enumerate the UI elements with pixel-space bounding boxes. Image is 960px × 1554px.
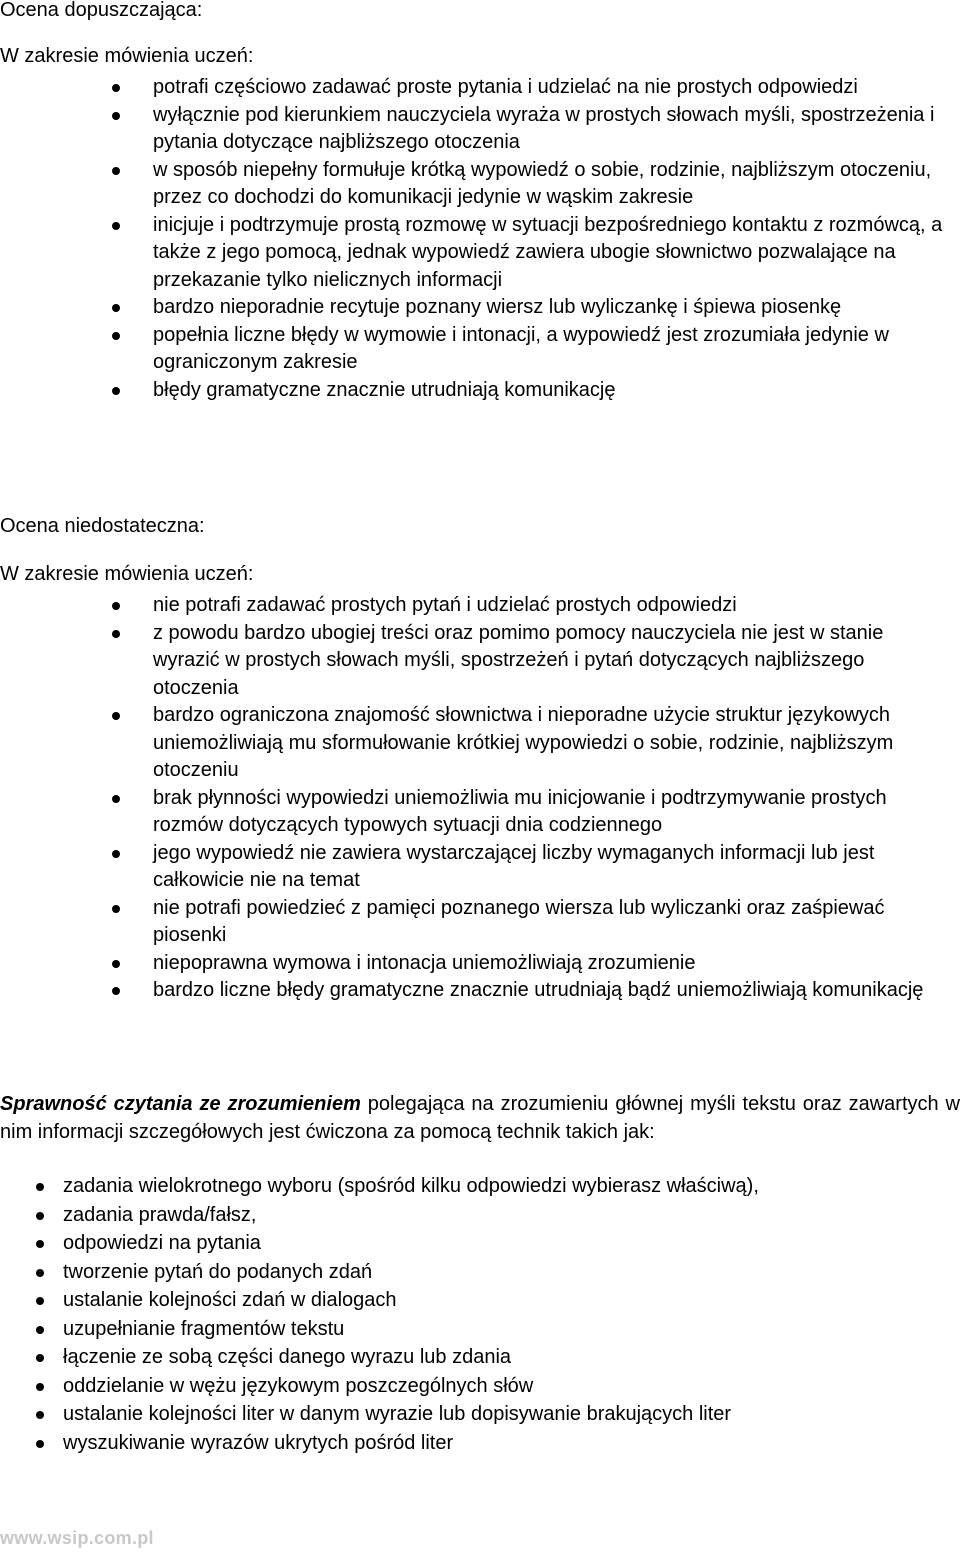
list-item-text: błędy gramatyczne znacznie utrudniają komunikację — [153, 378, 616, 401]
list-item — [0, 620, 948, 703]
list-item-text: wyszukiwanie wyrazów ukrytych pośród liter — [63, 1431, 454, 1454]
bullet-icon — [112, 167, 120, 175]
list-item — [0, 840, 948, 895]
list-item-text: tworzenie pytań do podanych zdań — [63, 1260, 373, 1283]
section-heading: Ocena niedostateczna: — [0, 515, 205, 537]
section-paragraph — [0, 1091, 960, 1146]
bullet-icon — [112, 712, 120, 720]
bullet-icon — [36, 1212, 44, 1220]
list-item-text: bardzo ograniczona znajomość słownictwa i nieporadne użycie struktur językowych uniemożliwiają mu sformułowanie krótkiej wypowiedzi o sobie, rodzinie, najbliższym otoczeniu — [153, 704, 894, 781]
bullet-icon — [112, 332, 120, 340]
list-item-text: ustalanie kolejności zdań w dialogach — [63, 1289, 397, 1311]
bullet-icon — [36, 1383, 44, 1391]
bullet-icon — [112, 960, 120, 968]
list-item — [0, 157, 948, 212]
bullet-icon — [36, 1326, 44, 1334]
list-item — [0, 212, 948, 295]
list-item — [0, 1287, 960, 1316]
list-item-text: odpowiedzi na pytania — [63, 1232, 261, 1254]
list-item — [0, 1202, 960, 1231]
list-item-text: wyłącznie pod kierunkiem nauczyciela wyraża w prostych słowach myśli, spostrzeżenia i pytania dotyczące najbliższego otoczenia — [153, 103, 935, 153]
bullet-icon — [112, 987, 120, 995]
list-item-text: bardzo liczne błędy gramatyczne znacznie utrudniają bądź uniemożliwiają komunikację — [153, 979, 924, 1001]
list-item — [0, 294, 948, 322]
list-item — [0, 1430, 960, 1459]
list-item — [0, 1401, 960, 1430]
list-item — [0, 895, 948, 950]
bullet-icon — [112, 222, 120, 230]
list-item-text: w sposób niepełny formułuje krótką wypowiedź o sobie, rodzinie, najbliższym otoczeniu, przez co dochodzi do komunikacji jedynie w wąskim zakresie — [153, 158, 932, 208]
list-item — [0, 322, 948, 377]
bullet-icon — [112, 387, 120, 395]
list-item — [0, 1316, 960, 1345]
list-item-text: niepoprawna wymowa i intonacja uniemożliwiają zrozumienie — [153, 951, 696, 974]
bullet-list — [0, 1173, 960, 1458]
bullet-icon — [112, 112, 120, 120]
bullet-icon — [112, 304, 120, 312]
bullet-icon — [36, 1240, 44, 1248]
bullet-icon — [112, 630, 120, 638]
section-sprawnosc-czytania — [0, 1091, 960, 1458]
list-item-text: z powodu bardzo ubogiej treści oraz pomimo pomocy nauczyciela nie jest w stanie wyrazić w prostych słowach myśli, spostrzeżeń i pytań dotyczących najbliższego otoczenia — [153, 621, 884, 699]
section-intro: W zakresie mówienia uczeń: — [0, 44, 254, 67]
bullet-icon — [112, 84, 120, 92]
list-item-text: brak płynności wypowiedzi uniemożliwia mu inicjowanie i podtrzymywanie prostych rozmów dotyczących typowych sytuacji dnia codziennego — [153, 786, 887, 836]
bullet-icon — [36, 1440, 44, 1448]
list-item-text: nie potrafi zadawać prostych pytań i udzielać prostych odpowiedzi — [153, 594, 737, 616]
list-item-text: inicjuje i podtrzymuje prostą rozmowę w sytuacji bezpośredniego kontaktu z rozmówcą, a także z jego pomocą, jednak wypowiedź zawiera ubogie słownictwo pozwalające na przekazanie tylko nielicznych informacji — [153, 213, 943, 291]
list-item-text: ustalanie kolejności liter w danym wyrazie lub dopisywanie brakujących liter — [63, 1403, 732, 1425]
list-item — [0, 1173, 960, 1202]
bullet-icon — [36, 1297, 44, 1305]
list-item — [0, 74, 948, 102]
bullet-icon — [112, 850, 120, 858]
list-item — [0, 1344, 960, 1373]
bullet-icon — [36, 1269, 44, 1277]
paragraph-lead: Sprawność czytania ze zrozumieniem — [0, 1093, 361, 1115]
list-item — [0, 377, 948, 405]
list-item — [0, 102, 948, 157]
bullet-list — [0, 74, 960, 404]
list-item-text: bardzo nieporadnie recytuje poznany wiersz lub wyliczankę i śpiewa piosenkę — [153, 296, 842, 318]
bullet-icon — [36, 1354, 44, 1362]
publisher-watermark: www.wsip.com.pl — [0, 1528, 154, 1548]
list-item-text: jego wypowiedź nie zawiera wystarczającej liczby wymaganych informacji lub jest całkowicie nie na temat — [153, 841, 875, 891]
list-item — [0, 702, 948, 785]
bullet-list — [0, 592, 960, 1005]
bullet-icon — [112, 905, 120, 913]
list-item-text: zadania prawda/fałsz, — [63, 1203, 257, 1226]
paragraph-text: polegająca na zrozumieniu głównej myśli tekstu oraz zawartych w nim informacji szczegółowych jest ćwiczona za pomocą technik takich jak: — [0, 1093, 960, 1143]
list-item — [0, 785, 948, 840]
list-item-text: zadania wielokrotnego wyboru (spośród kilku odpowiedzi wybierasz właściwą), — [63, 1175, 759, 1197]
list-item — [0, 592, 948, 620]
bullet-icon — [36, 1411, 44, 1419]
list-item-text: łączenie ze sobą części danego wyrazu lub zdania — [63, 1346, 512, 1368]
section-ocena-dopuszczajaca — [0, 0, 960, 404]
list-item-text: oddzielanie w wężu językowym poszczególnych słów — [63, 1374, 534, 1397]
list-item — [0, 1259, 960, 1288]
bullet-icon — [36, 1183, 44, 1191]
list-item — [0, 977, 948, 1005]
list-item-text: potrafi częściowo zadawać proste pytania i udzielać na nie prostych odpowiedzi — [153, 76, 858, 98]
list-item-text: nie potrafi powiedzieć z pamięci poznanego wiersza lub wyliczanki oraz zaśpiewać piosenki — [153, 896, 885, 946]
list-item-text: popełnia liczne błędy w wymowie i intonacji, a wypowiedź jest zrozumiała jedynie w ograniczonym zakresie — [153, 323, 889, 373]
list-item-text: uzupełnianie fragmentów tekstu — [63, 1317, 345, 1340]
section-heading: Ocena dopuszczająca: — [0, 0, 203, 21]
list-item — [0, 1230, 960, 1259]
bullet-icon — [112, 795, 120, 803]
bullet-icon — [112, 602, 120, 610]
list-item — [0, 950, 948, 978]
list-item — [0, 1373, 960, 1402]
section-intro: W zakresie mówienia uczeń: — [0, 562, 254, 585]
section-ocena-niedostateczna — [0, 513, 960, 1005]
